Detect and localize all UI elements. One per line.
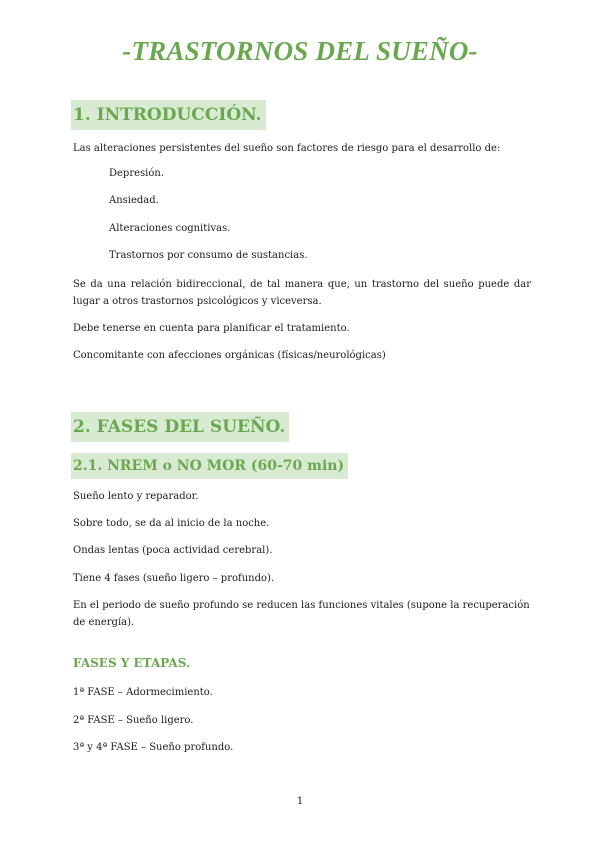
body-line: En el periodo de sueño profundo se reducen las funciones vitales (supone la recuperación de energía). <box>73 600 530 628</box>
paragraph-bidireccional: Se da una relación bidireccional, de tal manera que, un trastorno del sueño puede dar lugar a otros trastornos psicológicos y viceversa. <box>73 279 531 307</box>
paragraph-tratamiento: Debe tenerse en cuenta para planificar el tratamiento. <box>73 323 350 334</box>
body-line: Sobre todo, se da al inicio de la noche. <box>73 518 270 529</box>
document-title: -TRASTORNOS DEL SUEÑO- <box>122 36 478 66</box>
phases-heading: FASES Y ETAPAS. <box>73 656 191 670</box>
section-heading-fases-del-sueno: 2. FASES DEL SUEÑO. <box>71 412 289 442</box>
phase-item: 3ª y 4ª FASE – Sueño profundo. <box>73 742 234 753</box>
phase-item: 2ª FASE – Sueño ligero. <box>73 715 194 726</box>
page-number: 1 <box>296 796 304 807</box>
list-item: Trastornos por consumo de sustancias. <box>109 250 308 261</box>
section-heading-introduccion: 1. INTRODUCCIÓN. <box>71 100 266 130</box>
list-item: Depresión. <box>109 168 165 179</box>
list-item: Ansiedad. <box>109 195 159 206</box>
intro-paragraph: Las alteraciones persistentes del sueño son factores de riesgo para el desarrollo de: <box>73 143 501 154</box>
list-item: Alteraciones cognitivas. <box>109 223 231 234</box>
body-line: Ondas lentas (poca actividad cerebral). <box>73 545 273 556</box>
body-line: Sueño lento y reparador. <box>73 491 199 502</box>
phase-item: 1ª FASE – Adormecimiento. <box>73 687 213 698</box>
paragraph-concomitante: Concomitante con afecciones orgánicas (físicas/neurológicas) <box>73 350 386 361</box>
subsection-heading-nrem: 2.1. NREM o NO MOR (60-70 min) <box>71 453 348 479</box>
body-line: Tiene 4 fases (sueño ligero – profundo). <box>73 573 275 584</box>
